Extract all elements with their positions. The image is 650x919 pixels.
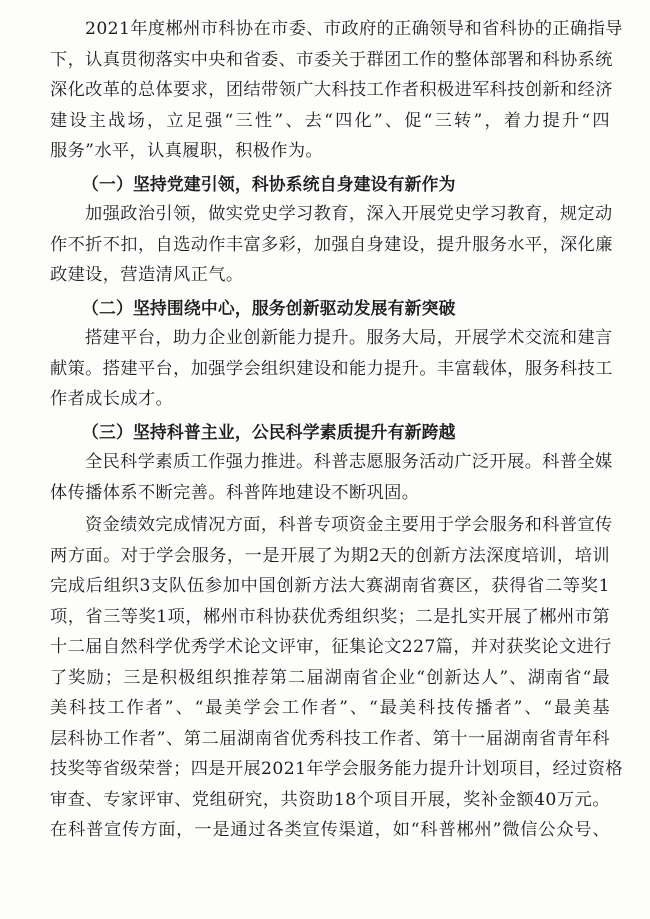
text-line: 十二届自然科学优秀学术论文评审，征集论文227篇，并对获奖论文进行 — [50, 637, 612, 657]
text-line: 作不折不扣，自选动作丰富多彩，加强自身建设，提升服务水平，深化廉 — [50, 234, 613, 255]
text-line: 体传播体系不断完善。科普阵地建设不断巩固。 — [50, 482, 420, 503]
text-line: 政建设，营造清风正气。 — [50, 265, 244, 285]
text-line: 加强政治引领，做实党史学习教育，深入开展党史学习教育，规定动 — [85, 204, 613, 224]
text-line: 层科协工作者”、第二届湖南省优秀科技工作者、第十一届湖南省青年科 — [50, 728, 610, 749]
section-1 — [50, 169, 613, 291]
funds-paragraph — [50, 510, 623, 846]
section-heading: （一）坚持党建引领，科协系统自身建设有新作为 — [82, 173, 456, 194]
text-line: 2021年度郴州市科协在市委、市政府的正确领导和省科协的正确指导 — [85, 19, 623, 39]
text-line: 作者成长成才。 — [50, 389, 174, 409]
text-line: 两方面。对于学会服务，一是开展了为期2天的创新方法深度培训，培训 — [50, 545, 610, 566]
text-line: 搭建平台，助力企业创新能力提升。服务大局，开展学术交流和建言 — [85, 328, 613, 348]
text-line: 全民科学素质工作强力推进。科普志愿服务活动广泛开展。科普全媒 — [85, 452, 613, 472]
text-line: 献策。搭建平台，加强学会组织建设和能力提升。丰富载体，服务科技工 — [50, 358, 613, 379]
text-line: 了奖励；三是积极组织推荐第二届湖南省企业“创新达人”、湖南省“最 — [50, 667, 610, 688]
text-line: 在科普宣传方面，一是通过各类宣传渠道，如“科普郴州”微信公众号、 — [50, 820, 610, 840]
text-line: 建设主战场，立足强“三性”、去“四化”、促“三转”，着力提升“四 — [50, 110, 610, 131]
text-line: 完成后组织3支队伍参加中国创新方法大赛湖南省赛区，获得省二等奖1 — [50, 576, 610, 596]
text-line: 技奖等省级荣誉；四是开展2021年学会服务能力提升计划项目，经过资格 — [50, 759, 623, 779]
text-line: 服务”水平，认真履职，积极作为。 — [50, 141, 324, 161]
section-3 — [50, 417, 613, 509]
text-line: 资金绩效完成情况方面，科普专项资金主要用于学会服务和科普宣传 — [85, 515, 613, 535]
section-heading: （三）坚持科普主业，公民科学素质提升有新跨越 — [82, 421, 456, 442]
text-line: 审查、专家评审、党组研究，共资助18个项目开展，奖补金额40万元。 — [50, 789, 610, 810]
text-line: 下，认真贯彻落实中央和省委、市委关于群团工作的整体部署和科协系统 — [50, 49, 613, 70]
section-heading: （二）坚持围绕中心，服务创新驱动发展有新突破 — [82, 297, 456, 318]
section-2 — [50, 293, 613, 415]
text-line: 项，省三等奖1项，郴州市科协获优秀组织奖；二是扎实开展了郴州市第 — [50, 606, 610, 627]
text-line: 深化改革的总体要求，团结带领广大科技工作者积极进军科技创新和经济 — [50, 80, 613, 100]
text-line: 美科技工作者”、“最美学会工作者”、“最美科技传播者”、“最美基 — [50, 698, 610, 718]
intro-paragraph — [50, 14, 623, 167]
